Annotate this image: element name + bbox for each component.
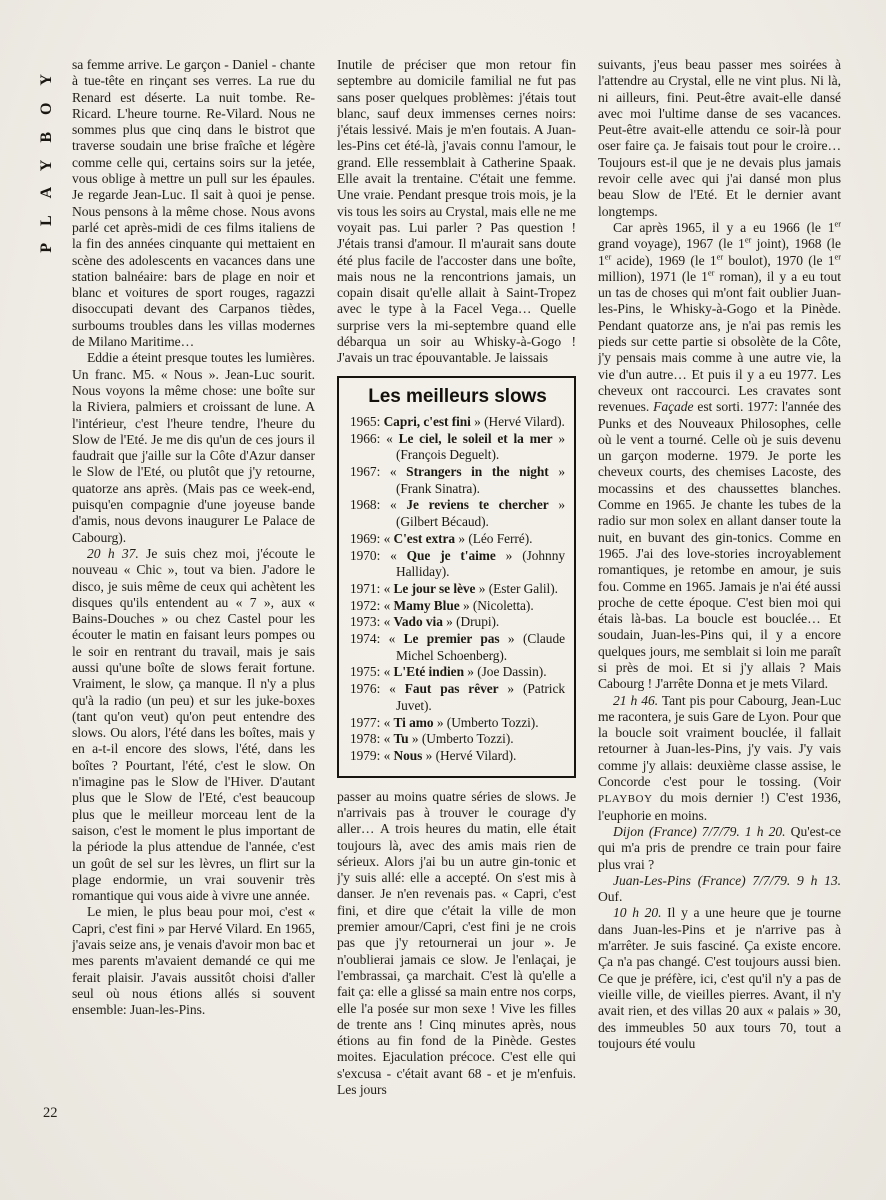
text-run: er — [834, 218, 841, 229]
text-run: grand voyage), 1967 (le 1 — [598, 236, 745, 252]
slow-entry-artist: (Ester Galil). — [485, 580, 558, 596]
slow-entry-artist: (Drupi). — [452, 614, 500, 630]
slow-entry-year: 1965: — [350, 413, 384, 429]
slow-entry-year: 1970: — [350, 547, 391, 563]
slow-entry-close-quote: » — [433, 714, 444, 730]
slow-entry-title: Le jour se lève — [393, 580, 476, 596]
slow-entry-artist: (Umberto Tozzi). — [418, 731, 514, 747]
slow-entry-title: Capri, c'est fini — [383, 413, 471, 429]
slow-entry-artist: (Umberto Tozzi). — [443, 714, 539, 730]
text-run: du mois dernier !) C'est 1936, l'euphorie en moins. — [598, 790, 841, 823]
text-run: passer au moins quatre séries de slows. Je n'arrivais pas à trouver le courage d'y aller… A trois heures du matin, elle était toujours là, avec des amis mais rien de sérieux. Alors j'ai bu un autre gin-tonic et j'y suis allé: elle a accepté. On s'est mis à danser. Je n'en revenais pas. « Capri, c'est fini, et dire que c'était la ville de mon premier amour/Capri, c'est fini je ne crois pas que j'y retournerai un jour ». Je n'oublierai jamais ce slow. Je l'enlaçai, je l'embrassai, ça marchait. C'est là qu'elle a fait ça: elle a glissé sa main entre nos corps, elle l'a posée sur mon sexe ! Vive les filles de trente ans ! Cinq minutes après, nous étions au fin fond de la Pinède. Gestes moites. Ejaculation précoce. C'est elle qui s'excusa - c'était avant 68 - et je m'enfuis. Les jours — [337, 788, 576, 1098]
paragraph — [598, 57, 841, 220]
slow-entry-artist: (Joe Dassin). — [473, 664, 547, 680]
paragraph — [337, 57, 576, 367]
slow-entry-open-quote: « — [383, 664, 394, 680]
slow-entry-close-quote: » — [499, 631, 515, 647]
slow-entry-title: Faut pas rêver — [404, 681, 499, 697]
slow-entry-close-quote: » — [475, 580, 486, 596]
page-number: 22 — [43, 1105, 58, 1121]
paragraph — [598, 905, 841, 1052]
slow-entry-title: Nous — [393, 748, 423, 763]
text-column-1 — [72, 57, 315, 1142]
slow-entry — [350, 431, 565, 464]
slow-entry-artist: (François Deguelt). — [396, 447, 500, 463]
slow-entry-artist: (Nicoletta). — [469, 597, 534, 613]
slow-entry-year: 1976: — [350, 681, 390, 697]
text-column-3 — [598, 57, 841, 1142]
text-run: roman), il y a eu tout un tas de choses qui m'ont fait oublier Juan-les-Pins, le Whisky-à-Gogo et la Pinède. Pendant quatorze ans, je n'ai pas remis les pieds sur cette partie si obsolète de la Côte, j'y pensais mais comme à une autre vie, la vie d'un autre… Et puis il y a eu 1977. Les cheveux ont raccourci. Les cravates sont revenues. — [598, 268, 841, 415]
text-run: 21 h 46. — [613, 692, 659, 708]
slow-entry-artist: (Johnny Halliday). — [396, 547, 565, 580]
slow-entry-artist: (Gilbert Bécaud). — [396, 514, 489, 530]
slow-entry-year: 1978: — [350, 731, 384, 747]
text-run: boulot), 1970 (le 1 — [723, 252, 835, 268]
slow-entry-open-quote: « — [383, 530, 394, 546]
slow-entry-title: Strangers in the night — [406, 464, 549, 480]
paragraph — [598, 824, 841, 873]
text-run: er — [834, 251, 841, 262]
slow-entry-open-quote: « — [390, 547, 407, 563]
slow-entry-open-quote: « — [383, 597, 394, 613]
text-run: er — [707, 267, 715, 278]
slow-entry-close-quote: » — [422, 748, 433, 763]
slow-entry-open-quote: « — [383, 748, 394, 763]
slow-entry — [350, 464, 565, 497]
slow-entry-title: Tu — [393, 731, 409, 747]
text-run: Qu'est-ce qui m'a pris de prendre ce train pour faire plus vrai ? — [598, 823, 841, 872]
paragraph — [72, 904, 315, 1018]
text-run: Ouf. — [598, 889, 623, 905]
paragraph — [598, 220, 841, 693]
paragraph — [72, 350, 315, 546]
magazine-logo-vertical: PLAYBOY — [38, 57, 55, 253]
text-run: Eddie a éteint presque toutes les lumières. Un franc. M5. « Nous ». Jean-Luc sourit. Nous voyons la même chose: une boîte sur la Riviera, palmiers et croissant de lune. A l'intérieur, c'est l'heure tendre, l'heure du Slow de l'Eté. Je me dis qu'un de ces jours il faudrait que j'aille sur la Côte d'Azur danser le Slow de l'Eté, ou plutôt que j'y retourne, quatorze ans après. (Mais pas ce week-end, puisqu'en compagnie d'une joyeuse bande d'amis, nous devons inaugurer Le Palace de Cabourg). — [72, 350, 315, 545]
slow-entry-open-quote: « — [389, 681, 405, 697]
text-run: Car après 1965, il y a eu 1966 (le 1 — [613, 219, 835, 235]
text-run: 20 h 37. — [87, 545, 139, 561]
text-run: acide), 1969 (le 1 — [611, 252, 717, 268]
slow-entry-year: 1974: — [350, 631, 389, 647]
slow-entry-title: Mamy Blue — [393, 597, 460, 613]
text-run: joint), 1968 (le 1 — [598, 236, 841, 268]
slow-entry-artist: (Claude Michel Schoenberg). — [396, 631, 565, 663]
slow-entry-title: Le premier pas — [403, 631, 500, 647]
slow-entry-title: Vado via — [393, 614, 443, 630]
slow-entry-close-quote: » — [459, 597, 470, 613]
slow-entry — [350, 581, 565, 598]
slow-entry-close-quote: » — [442, 614, 453, 630]
best-slows-box — [337, 376, 576, 778]
text-run: Le mien, le plus beau pour moi, c'est « Capri, c'est fini » par Hervé Vilard. En 1965, j'avais seize ans, je venais d'avoir mon bac et mes parents m'avaient demandé ce qui me ferait plaisir. J'avais aussitôt choisi d'aller seul où nous étions allés si souvent ensemble: Juan-les-Pins. — [72, 904, 315, 1018]
slow-entry — [350, 681, 565, 714]
text-column-2 — [337, 57, 576, 1142]
text-run: Dijon (France) 7/7/79. 1 h 20. — [613, 823, 786, 839]
slow-entry-open-quote: « — [383, 614, 394, 630]
slow-entry-year: 1966: — [350, 430, 387, 446]
slow-entry-open-quote: « — [383, 714, 394, 730]
slow-entry — [350, 614, 565, 631]
slow-entry-close-quote: » — [498, 681, 515, 697]
slow-entry-year: 1973: — [350, 614, 384, 630]
text-run: million), 1971 (le 1 — [598, 268, 708, 284]
slows-box-title: Les meilleurs slows — [368, 385, 547, 407]
text-run: er — [604, 251, 612, 262]
slow-entry-close-quote: » — [408, 731, 419, 747]
slow-entry-year: 1967: — [350, 464, 390, 480]
slow-entry — [350, 531, 565, 548]
slow-entry — [350, 748, 565, 765]
slow-entry-artist: (Frank Sinatra). — [396, 480, 480, 496]
slow-entry-title: Je reviens te chercher — [406, 497, 549, 513]
slow-entry — [350, 664, 565, 681]
slow-entry-title: L'Eté indien — [393, 664, 464, 680]
text-run: PLAYBOY — [598, 793, 653, 806]
text-run: Juan-Les-Pins (France) 7/7/79. 9 h 13. — [613, 872, 841, 888]
text-run: suivants, j'eus beau passer mes soirées à l'attendre au Crystal, elle ne vint plus. Ni là, ni ailleurs, fini. Peut-être avait-elle dansé avec moi l'ultime danse de ses vacances. Peut-être avait-elle attendu ce soir-là pour oser faire ça. Je faisais tout pour le croire… Toujours est-il que je ne devais plus jamais revoir celle avec qui j'ai dansé mon plus beau Slow de l'Eté. Et le dernier avant longtemps. — [598, 57, 841, 219]
slow-entry-year: 1979: — [350, 748, 384, 763]
slow-entry-artist: (Hervé Vilard). — [432, 748, 517, 763]
slow-entry-title: Que je t'aime — [406, 547, 496, 563]
slow-entry-open-quote: « — [383, 580, 394, 596]
paragraph — [337, 789, 576, 1099]
slow-entry-title: C'est extra — [393, 530, 456, 546]
slow-entry-open-quote: « — [389, 497, 407, 513]
text-run: er — [716, 251, 724, 262]
slow-entry-year: 1972: — [350, 597, 384, 613]
slow-entry-year: 1977: — [350, 714, 384, 730]
slow-entry-close-quote: » — [548, 464, 565, 480]
slow-entry — [350, 715, 565, 732]
slow-entry-open-quote: « — [386, 430, 399, 446]
slow-entry-close-quote: » — [455, 530, 466, 546]
slow-entry-open-quote: « — [383, 731, 394, 747]
slow-entry — [350, 598, 565, 615]
paragraph — [72, 546, 315, 905]
text-run: er — [744, 234, 752, 245]
slow-entry-artist: (Hervé Vilard). — [480, 413, 565, 429]
text-run: Tant pis pour Cabourg, Jean-Luc me racontera, je suis Gare de Lyon. Pour que la boucle soit vraiment bouclée, il fallait retourner à Juan-les-Pins, j'y vais. J'y vais comme j'y allais: deuxième classe assise, le Concorde c'est pour le tossing. (Voir — [598, 692, 841, 790]
slow-entry-close-quote: » — [463, 664, 474, 680]
text-run: Inutile de préciser que mon retour fin septembre au domicile familial ne fut pas sans poser quelques problèmes: j'étais tout blanc, sauf deux immenses cernes noirs: j'étais lessivé. Mais je m'en foutais. A Juan-les-Pins cet été-là, j'avais connu l'amour, le grand. Elle ressemblait à Catherine Spaak. Elle avait la trentaine. C'était une femme. Une vraie. Pendant presque trois mois, je la vis tous les soirs au Crystal, mais elle ne me voyait pas. Lui parler ? Pas question ! J'étais transi d'amour. Il m'aurait sans doute été plus facile de l'accoster dans une boîte, mais nous ne la rencontrions jamais, un copain disait qu'elle allait à Saint-Tropez avec le type à la Facel Vega… Quelle surprise vers la mi-septembre quand elle débarqua un soir au Whisky-à-Gogo ! J'avais un trac épouvantable. Je laissais — [337, 57, 576, 366]
slow-entry-year: 1968: — [350, 497, 390, 513]
slow-entry-title: Le ciel, le soleil et la mer — [398, 430, 553, 446]
slow-entry-artist: (Léo Ferré). — [465, 530, 533, 546]
paragraph — [598, 873, 841, 906]
slow-entry-open-quote: « — [388, 631, 404, 647]
paragraph — [72, 57, 315, 350]
slow-entry-close-quote: » — [470, 413, 481, 429]
slow-entry-year: 1975: — [350, 664, 384, 680]
text-run: est sorti. 1977: l'année des Punks et des Nouveaux Philosophes, celle où le vent a tourné. Celle où je suis devenu un garçon moderne. 1979. Je porte les cheveux courts, des chemises Lacoste, des mocassins et des chaussettes blanches. Comme en 1965. Je chante les tubes de la radio sur mon solex en allant danser toute la nuit, en buvant des gin-tonics. Comme en 1965. J'ai des love-stories incroyablement romantiques, je retombe en amour, je suis fou. Comme en 1965. Jamais je n'ai été aussi proche de cette époque. C'est bien moi qui étais là-bas. La boucle est bouclée… Et soudain, Juan-les-Pins qui, il y a encore quelques jours, me semblait si loin me paraît si près de moi. Et si j'y allais ? Mais Cabourg ! J'arrête Donna et je mets Vilard. — [598, 399, 841, 692]
slow-entry — [350, 497, 565, 530]
slow-entry-close-quote: » — [548, 497, 565, 513]
slow-entry-close-quote: » — [495, 547, 513, 563]
slow-entry-close-quote: » — [552, 430, 565, 446]
text-run: Façade — [653, 399, 694, 415]
slow-entry-artist: (Patrick Juvet). — [396, 681, 565, 713]
paragraph — [598, 693, 841, 824]
slow-entry-year: 1969: — [350, 530, 384, 546]
slow-entry — [350, 631, 565, 664]
slow-entry-open-quote: « — [389, 464, 407, 480]
slow-entry-year: 1971: — [350, 580, 384, 596]
slow-entry — [350, 414, 565, 431]
text-run: 10 h 20. — [613, 905, 662, 921]
slow-entry-title: Ti amo — [393, 714, 434, 730]
text-run: Je suis chez moi, j'écoute le nouveau « Chic », tout va bien. J'adore le disco, je suis même de ceux qui achètent les disques qu'ils entendent au « 7 », aux « Bains-Douches » ou chez Castel pour les écouter le matin en faisant leurs pompes ou le soir en rentrant du travail, mais je sais aussi qu'une boîte de slows ferait fortune. Vraiment, le slow, ça manque. Il n'y a plus qu'à la radio (un peu) et sur les juke-boxes (tant qu'on veut) qu'on peut entendre des slows. Ou alors, l'été dans les boîtes, mais y en a-t-il encore des slows, l'été, dans les boîtes ? Pourtant, l'été, c'est le slow. On n'imagine pas le Slow de l'Hiver. D'autant plus que le Slow de l'Eté, c'est beaucoup plus que le meilleur morceau lent de la saison, c'est le moment le plus important de la période la plus attendue de l'année, c'est un goût de sel sur les lèvres, un flirt sur la plage endormie, un vrai souvenir très romantique qui vous aide à vivre une année. — [72, 545, 315, 904]
slow-entry — [350, 731, 565, 748]
text-run: Il y a une heure que je tourne dans Juan-les-Pins et je n'arrive pas à m'arrêter. Je suis fasciné. Ça existe encore. Ça n'a pas changé. C'est toujours aussi bien. Ce que je préfère, ici, c'est qu'il n'y a pas de vieille ville, de vieilles pierres. Avant, il n'y avait rien, et des villas 20 aux « palais » 30, des immeubles 50 aux tours 70, tout a toujours été voulu — [598, 905, 841, 1051]
text-run: sa femme arrive. Le garçon - Daniel - chante à tue-tête en rinçant ses verres. La rue du Renard est déserte. La nuit tombe. Re-Ricard. L'heure tourne. Re-Vilard. Nous ne sommes plus que cinq dans le bistrot que traverse soudain une brise fraîche et légère comme celle qui, certains soirs sur la jetée, vous oblige à mettre un pull sur les épaules. Je regarde Jean-Luc. Il sait à quoi je pense. Nous pensons à la même chose. Nous avons parlé cet après-midi de ces films italiens de la fin des années cinquante qui mettaient en scène des adolescents en vacances dans une station balnéaire: bars de plage en noir et blanc et voitures de sport rouges, ragazzi disoccupati devant des Carpanos tièdes, surboums troubles dans les villas modernes de Milano Maritime… — [72, 57, 315, 350]
slow-entry — [350, 548, 565, 581]
